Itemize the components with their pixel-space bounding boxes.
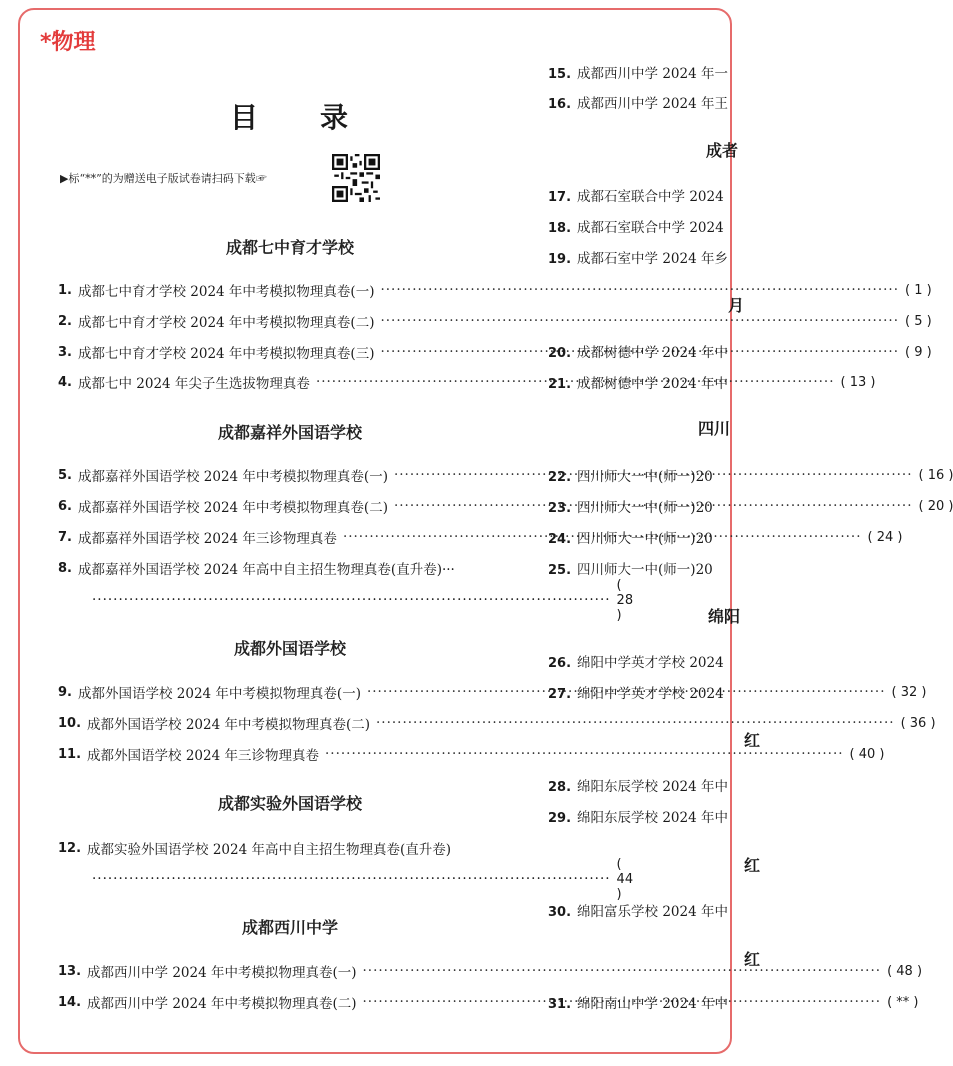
entry-title: 成都七中 2024 年尖子生选拔物理真卷 — [77, 376, 310, 392]
toc-entry[interactable] — [58, 838, 520, 858]
section-title: 成者 — [706, 141, 739, 160]
dot-leader — [92, 871, 611, 887]
entry-title: 成都石室中学 2024 年乡 — [577, 251, 728, 267]
toc-entry[interactable] — [548, 558, 808, 578]
entry-number: 17. — [548, 190, 572, 205]
toc-entry[interactable] — [58, 961, 923, 981]
entry-title: 成都嘉祥外国语学校 2024 年中考模拟物理真卷(一) — [77, 469, 388, 485]
toc-entry[interactable] — [548, 465, 808, 485]
entry-title: 绵阳中学英才学校 2024 — [577, 686, 724, 702]
entry-page: ( ** ) — [887, 994, 919, 1010]
entry-title: 成都西川中学 2024 年一 — [577, 66, 728, 82]
entry-number: 10. — [58, 715, 82, 731]
toc-entry[interactable] — [548, 185, 808, 205]
entry-title: 绵阳东辰学校 2024 年中 — [577, 779, 728, 795]
toc-entry[interactable] — [548, 216, 808, 236]
section-title: 红 — [744, 856, 761, 875]
toc-entry[interactable] — [548, 496, 808, 516]
toc-entry[interactable] — [548, 247, 808, 267]
entry-number: 25. — [548, 563, 572, 578]
entry-title: 四川师大一中(师一)20 — [577, 531, 713, 547]
entry-title: 成都七中育才学校 2024 年中考模拟物理真卷(三) — [77, 346, 375, 362]
toc-entry[interactable] — [548, 62, 808, 82]
entry-title: 成都西川中学 2024 年王 — [577, 96, 728, 112]
entry-page: ( 9 ) — [905, 344, 932, 360]
entry-title: 成都石室联合中学 2024 — [577, 189, 724, 205]
entry-number: 23. — [548, 501, 572, 516]
entry-number: 16. — [548, 97, 572, 112]
entry-number: 19. — [548, 252, 572, 267]
entry-number: 26. — [548, 656, 572, 671]
section-title: 成都外国语学校 — [233, 639, 346, 658]
entry-page: ( 36 ) — [900, 715, 936, 731]
entry-title: 绵阳中学英才学校 2024 — [577, 655, 724, 671]
toc-entry[interactable] — [548, 682, 808, 702]
entry-number: 30. — [548, 905, 572, 920]
entry-title: 四川师大一中(师一)20 — [577, 500, 713, 516]
entry-title: 成都七中育才学校 2024 年中考模拟物理真卷(二) — [77, 315, 375, 331]
section-title: 四川 — [698, 419, 731, 438]
entry-number: 2. — [58, 313, 72, 329]
entry-title: 成都嘉祥外国语学校 2024 年中考模拟物理真卷(二) — [77, 500, 388, 516]
entry-number: 15. — [548, 67, 572, 82]
toc-entry[interactable] — [58, 713, 936, 733]
toc-entry[interactable] — [548, 775, 808, 795]
entry-number: 5. — [58, 467, 72, 483]
entry-title: 成都外国语学校 2024 年中考模拟物理真卷(二) — [87, 717, 371, 733]
entry-title: 成都实验外国语学校 2024 年高中自主招生物理真卷(直升卷) — [87, 842, 452, 858]
entry-page: ( 40 ) — [849, 746, 885, 762]
entry-number: 31. — [548, 997, 572, 1012]
entry-page: ( 48 ) — [887, 963, 923, 979]
entry-page: ( 44 ) — [616, 856, 634, 902]
entry-title: 成都外国语学校 2024 年中考模拟物理真卷(一) — [77, 686, 361, 702]
entry-number: 22. — [548, 470, 572, 485]
toc-entry[interactable] — [548, 651, 808, 671]
entry-number: 20. — [548, 346, 572, 361]
entry-page: ( 1 ) — [905, 282, 932, 298]
toc-entry[interactable] — [58, 744, 885, 764]
section-title: 绵阳 — [708, 607, 741, 626]
dot-leader — [92, 592, 611, 608]
entry-title: 四川师大一中(师一)20 — [577, 469, 713, 485]
entry-number: 7. — [58, 529, 72, 545]
entry-page: ( 20 ) — [918, 498, 953, 514]
section-title: 成都实验外国语学校 — [217, 794, 362, 813]
toc-entry[interactable] — [548, 372, 808, 392]
toc-entry[interactable] — [548, 900, 808, 920]
entry-number: 4. — [58, 374, 72, 390]
entry-number: 27. — [548, 687, 572, 702]
toc-entry[interactable] — [548, 92, 808, 112]
entry-page: ( 13 ) — [840, 374, 876, 390]
entry-number: 21. — [548, 377, 572, 392]
entry-number: 13. — [58, 963, 82, 979]
entry-title: 成都外国语学校 2024 年三诊物理真卷 — [87, 748, 319, 764]
entry-title: 绵阳富乐学校 2024 年中 — [577, 904, 728, 920]
qr-code-icon[interactable] — [332, 154, 380, 202]
section-title: 红 — [744, 731, 761, 750]
toc-entry[interactable] — [548, 341, 808, 361]
toc-entry-continuation[interactable] — [92, 577, 634, 623]
entry-number: 8. — [58, 560, 72, 576]
entry-title: 成都树德中学 2024 年中 — [577, 345, 728, 361]
entry-title: 成都西川中学 2024 年中考模拟物理真卷(一) — [87, 965, 357, 981]
entry-number: 11. — [58, 746, 82, 762]
entry-title: 四川师大一中(师一)20 — [577, 562, 713, 578]
toc-entry[interactable] — [58, 311, 932, 331]
entry-number: 9. — [58, 684, 72, 700]
right-column — [548, 10, 761, 1052]
page-frame — [18, 8, 953, 1054]
entry-number: 24. — [548, 532, 572, 547]
entry-number: 28. — [548, 780, 572, 795]
entry-title: 成都嘉祥外国语学校 2024 年三诊物理真卷 — [77, 531, 337, 547]
toc-entry-continuation[interactable] — [92, 856, 634, 902]
toc-heading-char-1: 目 — [230, 101, 261, 134]
entry-number: 12. — [58, 840, 82, 856]
entry-title: 绵阳南山中学 2024 年中 — [577, 996, 728, 1012]
entry-title: 成都嘉祥外国语学校 2024 年高中自主招生物理真卷(直升卷)··· — [77, 562, 455, 578]
entry-page: ( 32 ) — [891, 684, 927, 700]
toc-entry[interactable] — [58, 558, 520, 578]
qr-download-note: ▶标“**”的为赠送电子版试卷请扫码下载☞ — [60, 172, 267, 185]
entry-page: ( 24 ) — [867, 529, 903, 545]
section-title: 成都西川中学 — [241, 918, 338, 937]
toc-entry[interactable] — [548, 992, 808, 1012]
entry-title: 绵阳东辰学校 2024 年中 — [577, 810, 728, 826]
entry-page: ( 16 ) — [918, 467, 953, 483]
toc-heading-char-2: 录 — [320, 101, 351, 134]
entry-number: 29. — [548, 811, 572, 826]
section-title: 月 — [728, 296, 745, 315]
entry-title: 成都树德中学 2024 年中 — [577, 376, 728, 392]
entry-number: 14. — [58, 994, 82, 1010]
entry-number: 1. — [58, 282, 72, 298]
toc-entry[interactable] — [548, 806, 808, 826]
entry-page: ( 28 ) — [616, 577, 634, 623]
section-title: 成都嘉祥外国语学校 — [217, 423, 362, 442]
subject-tag: *物理 — [40, 30, 96, 55]
entry-title: 成都石室联合中学 2024 — [577, 220, 724, 236]
toc-entry[interactable] — [58, 280, 932, 300]
entry-title: 成都七中育才学校 2024 年中考模拟物理真卷(一) — [77, 284, 375, 300]
entry-title: 成都西川中学 2024 年中考模拟物理真卷(二) — [87, 996, 357, 1012]
entry-page: ( 5 ) — [905, 313, 932, 329]
entry-number: 6. — [58, 498, 72, 514]
toc-entry[interactable] — [548, 527, 808, 547]
section-title: 红 — [744, 950, 761, 969]
entry-number: 18. — [548, 221, 572, 236]
entry-number: 3. — [58, 344, 72, 360]
section-title: 成都七中育才学校 — [225, 238, 354, 257]
